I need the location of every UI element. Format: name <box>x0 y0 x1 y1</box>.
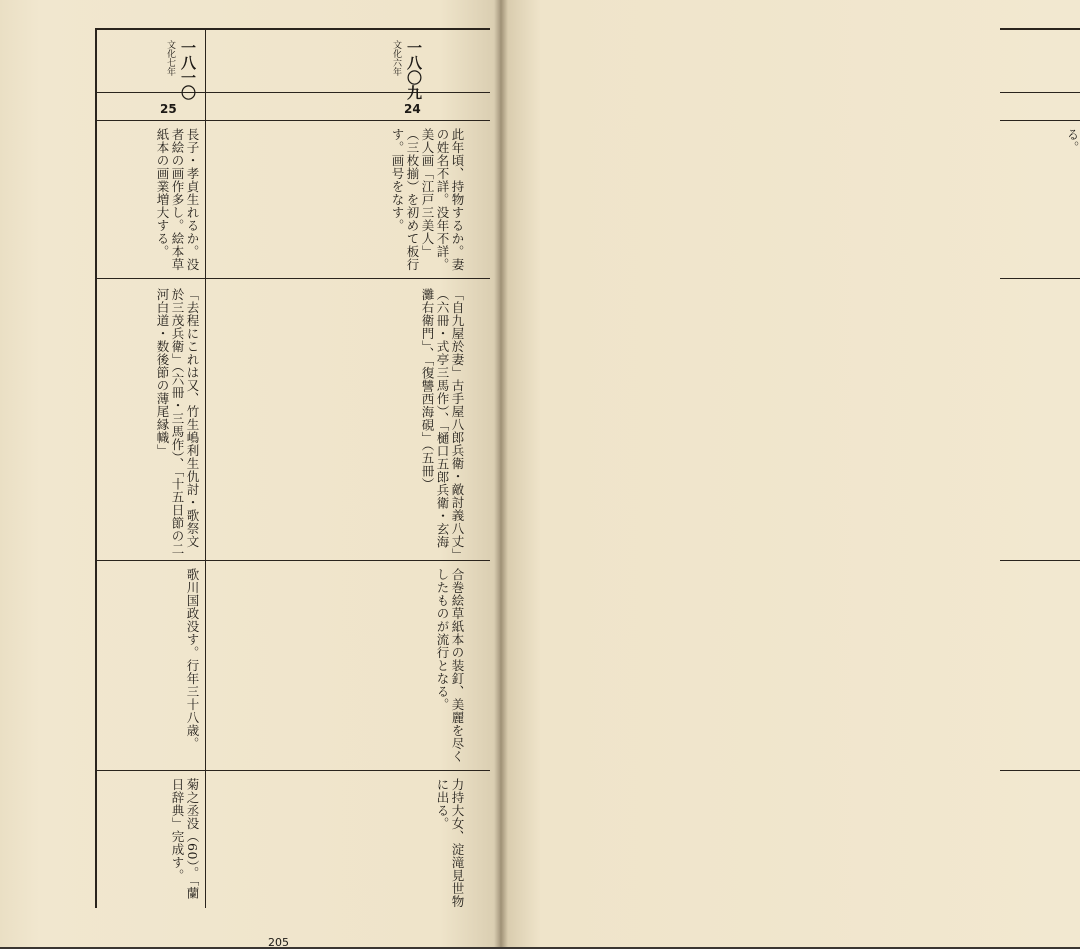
works-text: 「去程にこれは又、竹生嶋利生仇討・歌祭文於三茂兵衛」（六冊・三馬作）、「十五日節の二河白道・数後節の薄尾縁幟」 <box>155 288 200 556</box>
ukiyoe-text: 合巻絵草紙本の装釘、美麗を尽くしたものが流行となる。 <box>435 568 465 763</box>
bio-rule <box>1000 278 1080 279</box>
era-rule <box>1000 92 1080 93</box>
age-rule <box>1000 120 1080 121</box>
culture-text <box>1015 778 1080 908</box>
year-label: 一八〇九 <box>405 40 423 100</box>
row-divider <box>205 30 206 908</box>
page-number: 205 <box>268 936 289 949</box>
culture-text: 力持大女、淀滝見世物に出る。 <box>435 778 465 908</box>
works-text: 「自九屋於妻」古手屋八郎兵衛・敵討義八丈」（六冊・式亭三馬作）、「樋口五郎兵衛・玄海灘右衛門」、「復讐西海硯」（五冊） <box>420 288 465 555</box>
works-text <box>1015 288 1080 558</box>
era-label: 文化六年 <box>391 40 401 76</box>
age-value: 25 <box>160 102 177 116</box>
top-rule <box>1000 28 1080 30</box>
left-page <box>0 0 500 947</box>
works-rule <box>1000 560 1080 561</box>
book-gutter <box>494 0 508 947</box>
bio-text: る。 <box>1065 128 1080 154</box>
bio-rule <box>95 278 490 279</box>
bio-text: 此年頃、持物するか。妻の姓名不詳。没年不詳。美人画「江戸三美人」（三枚揃）を初めて板行す。画号をなす。 <box>390 128 465 271</box>
works-rule <box>95 560 490 561</box>
ukiyoe-text: 歌川国政没す。行年三十八歳。 <box>185 568 200 750</box>
top-rule <box>95 28 490 30</box>
era-rule <box>95 92 490 93</box>
ukiyoe-rule <box>95 770 490 771</box>
age-value: 24 <box>404 102 421 116</box>
ukiyoe-rule <box>1000 770 1080 771</box>
culture-text: 菊之丞没（60）。「蘭日辞典」完成す。 <box>170 778 200 900</box>
year-label: 一八一〇 <box>179 40 197 100</box>
left-border <box>95 28 97 908</box>
era-label: 文化七年 <box>165 40 175 76</box>
right-page <box>500 0 1080 947</box>
age-rule <box>95 120 490 121</box>
ukiyoe-text <box>1015 568 1080 768</box>
bio-text: 長子・孝貞生れるか。没者絵の画作多し。絵本草紙本の画業増大する。 <box>155 128 200 271</box>
